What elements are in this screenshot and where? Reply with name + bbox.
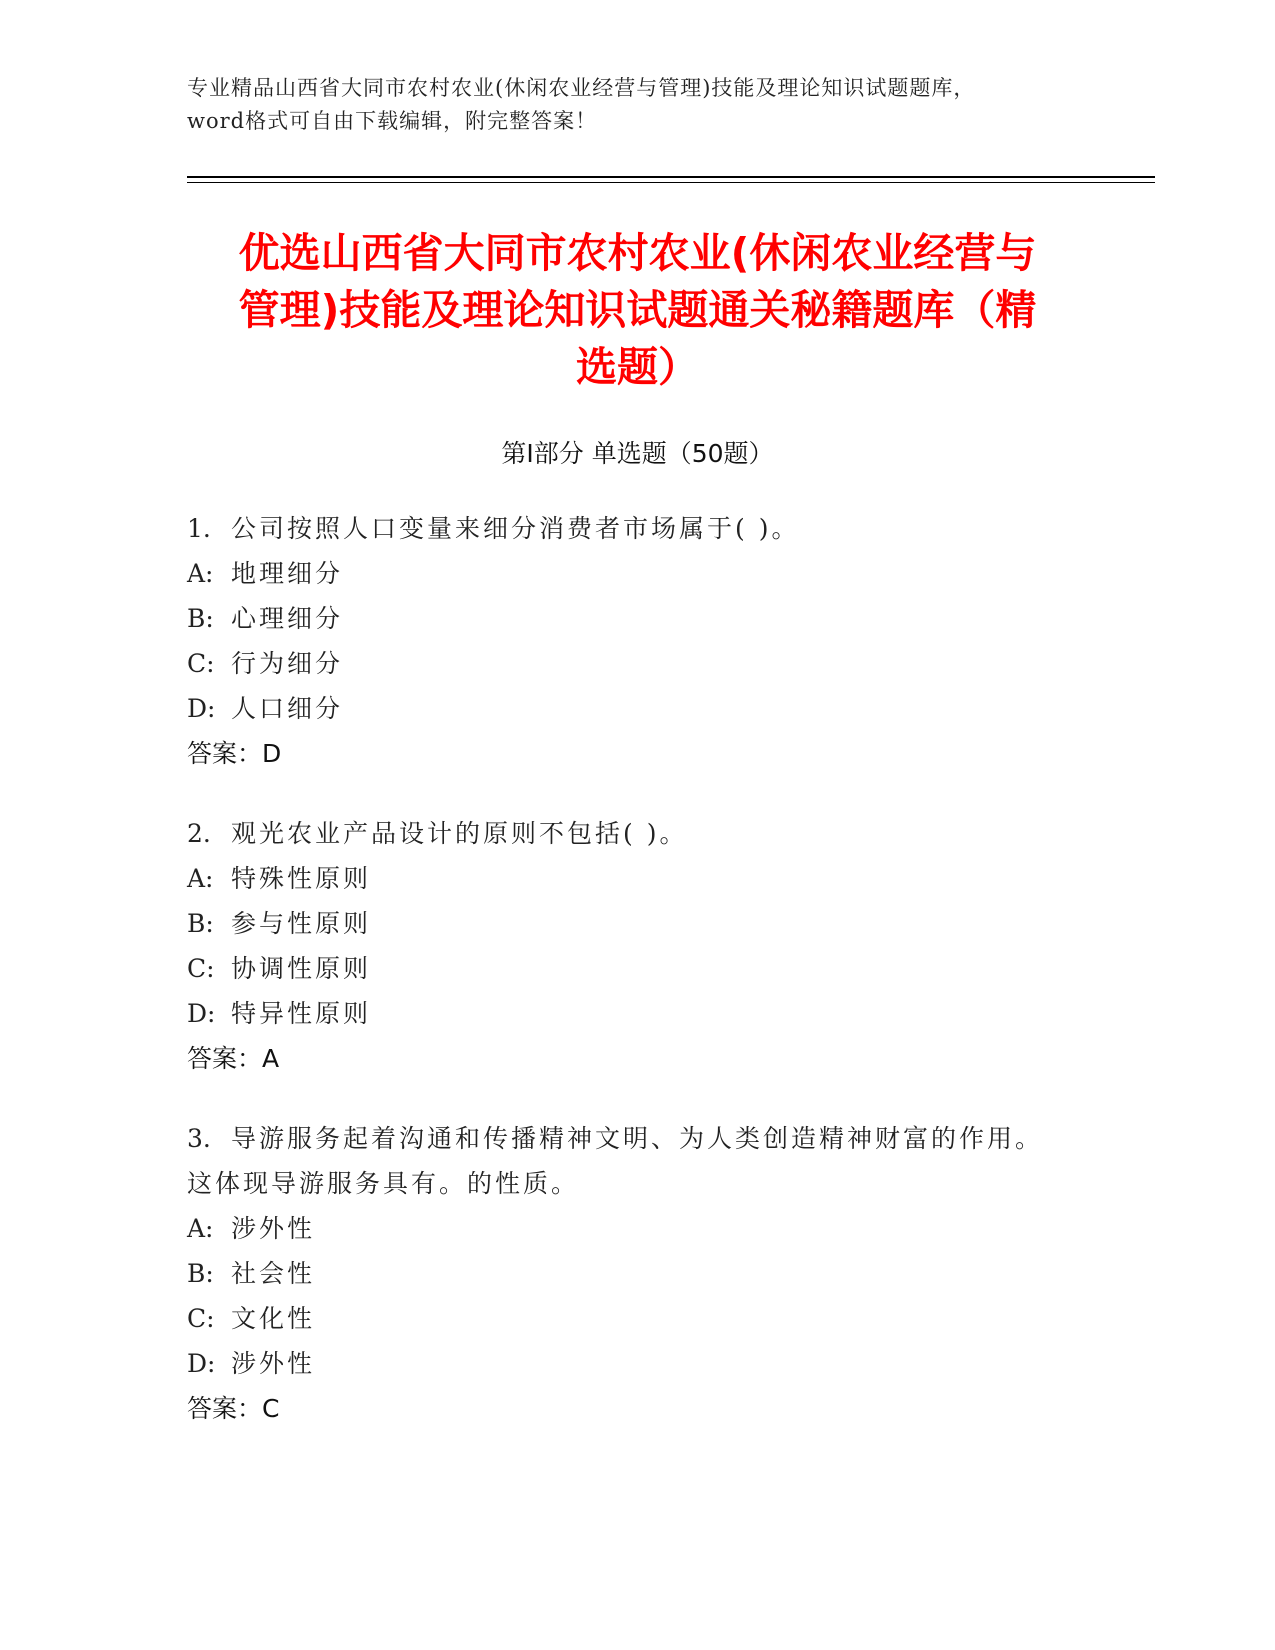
question-stem-continuation: 这体现导游服务具有。的性质。 — [187, 1169, 580, 1198]
question-number: 3. — [187, 1124, 211, 1153]
question-number: 2. — [187, 819, 211, 848]
question-stem-text: 公司按照人口变量来细分消费者市场属于( )。 — [231, 514, 800, 543]
option-text: 文化性 — [231, 1304, 316, 1333]
option-key: C: — [187, 649, 215, 678]
question-stem-text: 观光农业产品设计的原则不包括( )。 — [231, 819, 688, 848]
option-a — [187, 551, 1087, 596]
option-text: 地理细分 — [231, 559, 344, 588]
option-a — [187, 1206, 1087, 1251]
option-d — [187, 991, 1087, 1036]
option-text: 特殊性原则 — [231, 864, 372, 893]
option-d — [187, 686, 1087, 731]
answer-text: 答案：A — [187, 1044, 280, 1073]
option-key: D: — [187, 999, 216, 1028]
document-title-line-3: 选题） — [576, 343, 699, 391]
option-key: D: — [187, 694, 216, 723]
option-text: 行为细分 — [231, 649, 344, 678]
option-text: 涉外性 — [231, 1349, 316, 1378]
option-key: A: — [187, 1214, 214, 1243]
header-note — [187, 72, 1087, 138]
question-stem — [187, 506, 1087, 551]
header-note-line-2: word格式可自由下载编辑，附完整答案！ — [187, 109, 598, 133]
document-title-line-2: 管理)技能及理论知识试题通关秘籍题库（精 — [238, 286, 1037, 334]
option-c — [187, 946, 1087, 991]
option-b — [187, 901, 1087, 946]
question-3 — [187, 1116, 1087, 1431]
document-title — [160, 225, 1115, 396]
option-key: A: — [187, 864, 214, 893]
answer-text: 答案：C — [187, 1394, 280, 1423]
answer-text: 答案：D — [187, 739, 282, 768]
option-key: C: — [187, 1304, 215, 1333]
header-note-line-1: 专业精品山西省大同市农村农业(休闲农业经营与管理)技能及理论知识试题题库， — [187, 76, 976, 100]
option-text: 协调性原则 — [231, 954, 372, 983]
option-text: 特异性原则 — [231, 999, 372, 1028]
option-text: 参与性原则 — [231, 909, 372, 938]
option-text: 心理细分 — [231, 604, 344, 633]
option-text: 人口细分 — [231, 694, 344, 723]
question-stem — [187, 1116, 1087, 1161]
option-key: B: — [187, 604, 214, 633]
option-text: 社会性 — [231, 1259, 316, 1288]
option-key: B: — [187, 909, 214, 938]
header-rule-thick — [187, 176, 1155, 178]
header-rule-thin — [187, 182, 1155, 183]
option-d — [187, 1341, 1087, 1386]
option-b — [187, 596, 1087, 641]
option-key: A: — [187, 559, 214, 588]
question-1 — [187, 506, 1087, 776]
section-title: 第Ⅰ部分 单选题（50题） — [501, 439, 774, 468]
option-c — [187, 641, 1087, 686]
question-stem — [187, 811, 1087, 856]
option-c — [187, 1296, 1087, 1341]
option-b — [187, 1251, 1087, 1296]
question-stem-text: 导游服务起着沟通和传播精神文明、为人类创造精神财富的作用。 — [231, 1124, 1044, 1153]
option-text: 涉外性 — [231, 1214, 316, 1243]
option-key: C: — [187, 954, 215, 983]
option-a — [187, 856, 1087, 901]
question-2 — [187, 811, 1087, 1081]
option-key: B: — [187, 1259, 214, 1288]
document-title-line-1: 优选山西省大同市农村农业(休闲农业经营与 — [238, 229, 1037, 277]
question-number: 1. — [187, 514, 211, 543]
option-key: D: — [187, 1349, 216, 1378]
